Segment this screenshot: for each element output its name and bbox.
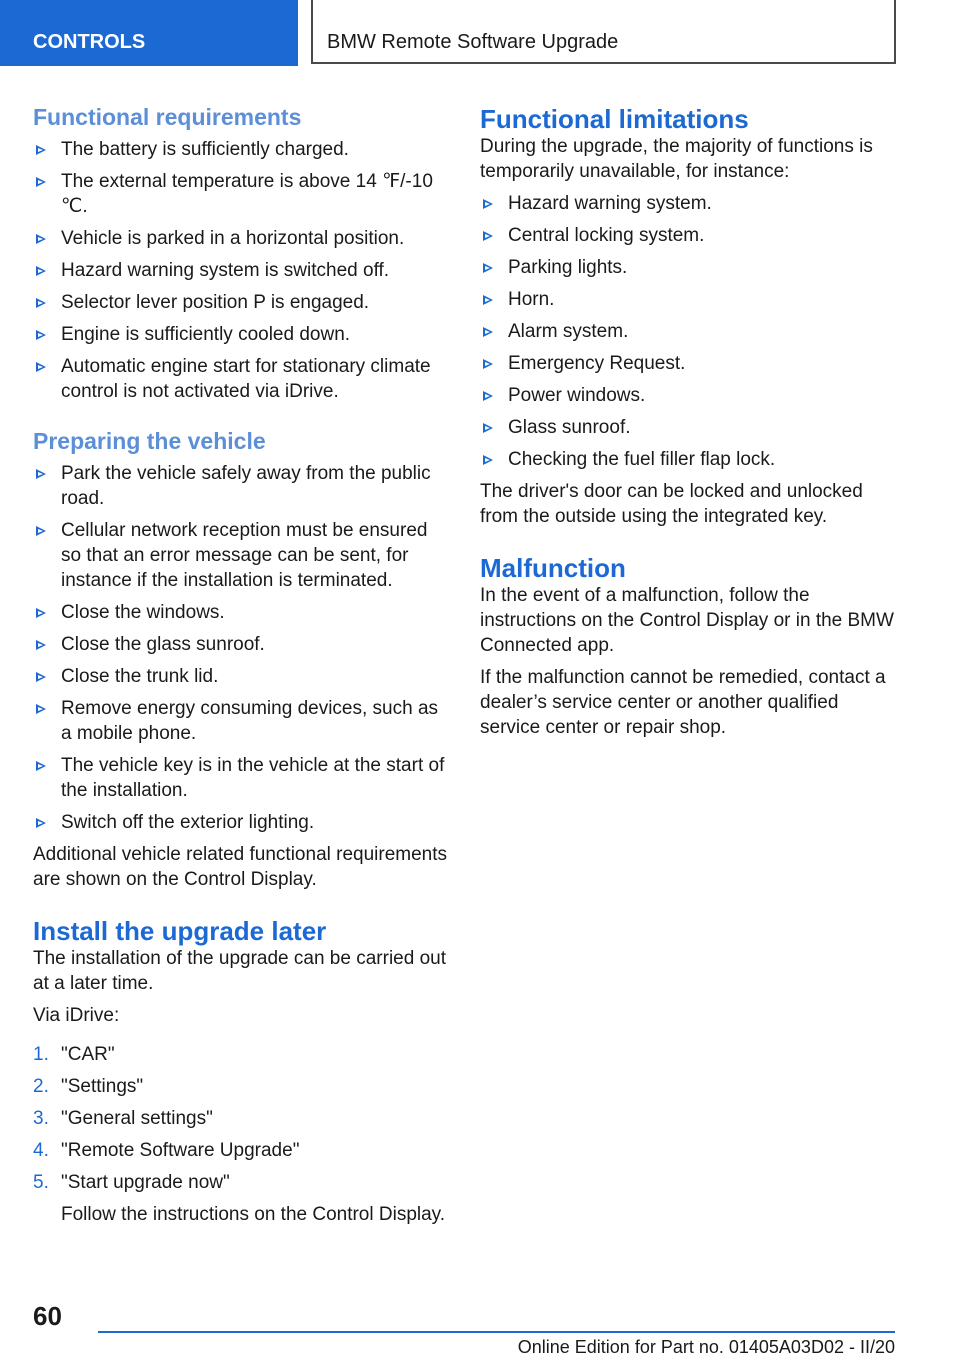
triangle-bullet-icon: [36, 469, 46, 479]
list-item: Hazard warning system is switched off.: [33, 258, 448, 283]
list-item: Remove energy consuming devices, such as a mobile phone.: [33, 696, 448, 746]
preparing-vehicle-list: [33, 461, 448, 835]
limitations-intro: During the upgrade, the majority of functions is temporarily unavailable, for instance:: [480, 136, 873, 182]
install-later-intro: The installation of the upgrade can be carried out at a later time.: [33, 948, 446, 994]
list-item: The battery is sufficiently charged.: [33, 137, 448, 162]
step-item: 1. "CAR": [33, 1044, 115, 1065]
list-item: Close the windows.: [33, 600, 448, 625]
list-item: The external temperature is above 14 ℉/-10 ℃.: [33, 169, 448, 219]
list-item: Emergency Request.: [480, 351, 900, 376]
list-item: Checking the fuel filler flap lock.: [480, 447, 900, 472]
triangle-bullet-icon: [483, 327, 493, 337]
step-number: 5.: [33, 1172, 49, 1193]
triangle-bullet-icon: [36, 704, 46, 714]
functional-requirements-list: [33, 137, 448, 404]
triangle-bullet-icon: [36, 362, 46, 372]
follow-instructions: Follow the instructions on the Control Display.: [61, 1204, 446, 1225]
triangle-bullet-icon: [483, 263, 493, 273]
malfunction-heading: Malfunction: [480, 553, 626, 583]
left-column: [33, 100, 448, 1227]
triangle-bullet-icon: [483, 295, 493, 305]
step-item: 4. "Remote Software Upgrade": [33, 1140, 300, 1161]
list-item: Horn.: [480, 287, 900, 312]
chapter-title: BMW Remote Software Upgrade: [311, 0, 896, 64]
list-item: Close the trunk lid.: [33, 664, 448, 689]
triangle-bullet-icon: [36, 330, 46, 340]
list-item: The vehicle key is in the vehicle at the start of the installation.: [33, 753, 448, 803]
page-number: 60: [33, 1301, 62, 1331]
triangle-bullet-icon: [36, 266, 46, 276]
triangle-bullet-icon: [36, 234, 46, 244]
list-item: Hazard warning system.: [480, 191, 900, 216]
step-number: 4.: [33, 1140, 49, 1161]
page-header: [0, 0, 960, 66]
footer-edition: Online Edition for Part no. 01405A03D02 - II/20: [517, 1337, 895, 1357]
footer-divider: [98, 1331, 895, 1333]
install-later-heading: Install the upgrade later: [33, 916, 327, 946]
triangle-bullet-icon: [36, 672, 46, 682]
list-item: Vehicle is parked in a horizontal position.: [33, 226, 448, 251]
preparing-vehicle-heading: Preparing the vehicle: [33, 428, 266, 454]
triangle-bullet-icon: [483, 391, 493, 401]
list-item: Power windows.: [480, 383, 900, 408]
triangle-bullet-icon: [36, 640, 46, 650]
section-tab: CONTROLS: [0, 0, 298, 66]
right-column: [480, 100, 900, 740]
triangle-bullet-icon: [36, 761, 46, 771]
step-number: 1.: [33, 1044, 49, 1065]
step-number: 2.: [33, 1076, 49, 1097]
preparing-note: Additional vehicle related functional requirements are shown on the Control Display.: [33, 844, 448, 890]
triangle-bullet-icon: [483, 455, 493, 465]
install-steps-list: [33, 1042, 448, 1195]
list-item: Close the glass sunroof.: [33, 632, 448, 657]
list-item: Central locking system.: [480, 223, 900, 248]
list-item: Switch off the exterior lighting.: [33, 810, 448, 835]
malfunction-paragraph-1: In the event of a malfunction, follow the instructions on the Control Display or in the BMW Connected app.: [480, 585, 894, 656]
list-item: Cellular network reception must be ensured so that an error message can be sent, for instance if the installation is terminated.: [33, 518, 448, 593]
functional-requirements-heading: Functional requirements: [33, 104, 302, 130]
triangle-bullet-icon: [483, 231, 493, 241]
list-item: Park the vehicle safely away from the public road.: [33, 461, 448, 511]
triangle-bullet-icon: [36, 818, 46, 828]
via-idrive-label: Via iDrive:: [33, 1005, 120, 1026]
list-item: Automatic engine start for stationary climate control is not activated via iDrive.: [33, 354, 448, 404]
list-item: Selector lever position P is engaged.: [33, 290, 448, 315]
triangle-bullet-icon: [483, 199, 493, 209]
triangle-bullet-icon: [36, 145, 46, 155]
list-item: Engine is sufficiently cooled down.: [33, 322, 448, 347]
step-number: 3.: [33, 1108, 49, 1129]
triangle-bullet-icon: [36, 526, 46, 536]
functional-limitations-heading: Functional limitations: [480, 104, 749, 134]
step-item: 5. "Start upgrade now": [33, 1172, 230, 1193]
limitations-note: The driver's door can be locked and unlocked from the outside using the integrated key.: [480, 481, 863, 527]
list-item: Parking lights.: [480, 255, 900, 280]
step-item: 3. "General settings": [33, 1108, 213, 1129]
list-item: Alarm system.: [480, 319, 900, 344]
triangle-bullet-icon: [36, 177, 46, 187]
triangle-bullet-icon: [483, 423, 493, 433]
step-item: 2. "Settings": [33, 1076, 144, 1097]
triangle-bullet-icon: [36, 298, 46, 308]
limitations-list: [480, 191, 900, 472]
malfunction-paragraph-2: If the malfunction cannot be remedied, contact a dealer’s service center or another qualified service center or repair shop.: [480, 667, 886, 738]
triangle-bullet-icon: [483, 359, 493, 369]
list-item: Glass sunroof.: [480, 415, 900, 440]
triangle-bullet-icon: [36, 608, 46, 618]
